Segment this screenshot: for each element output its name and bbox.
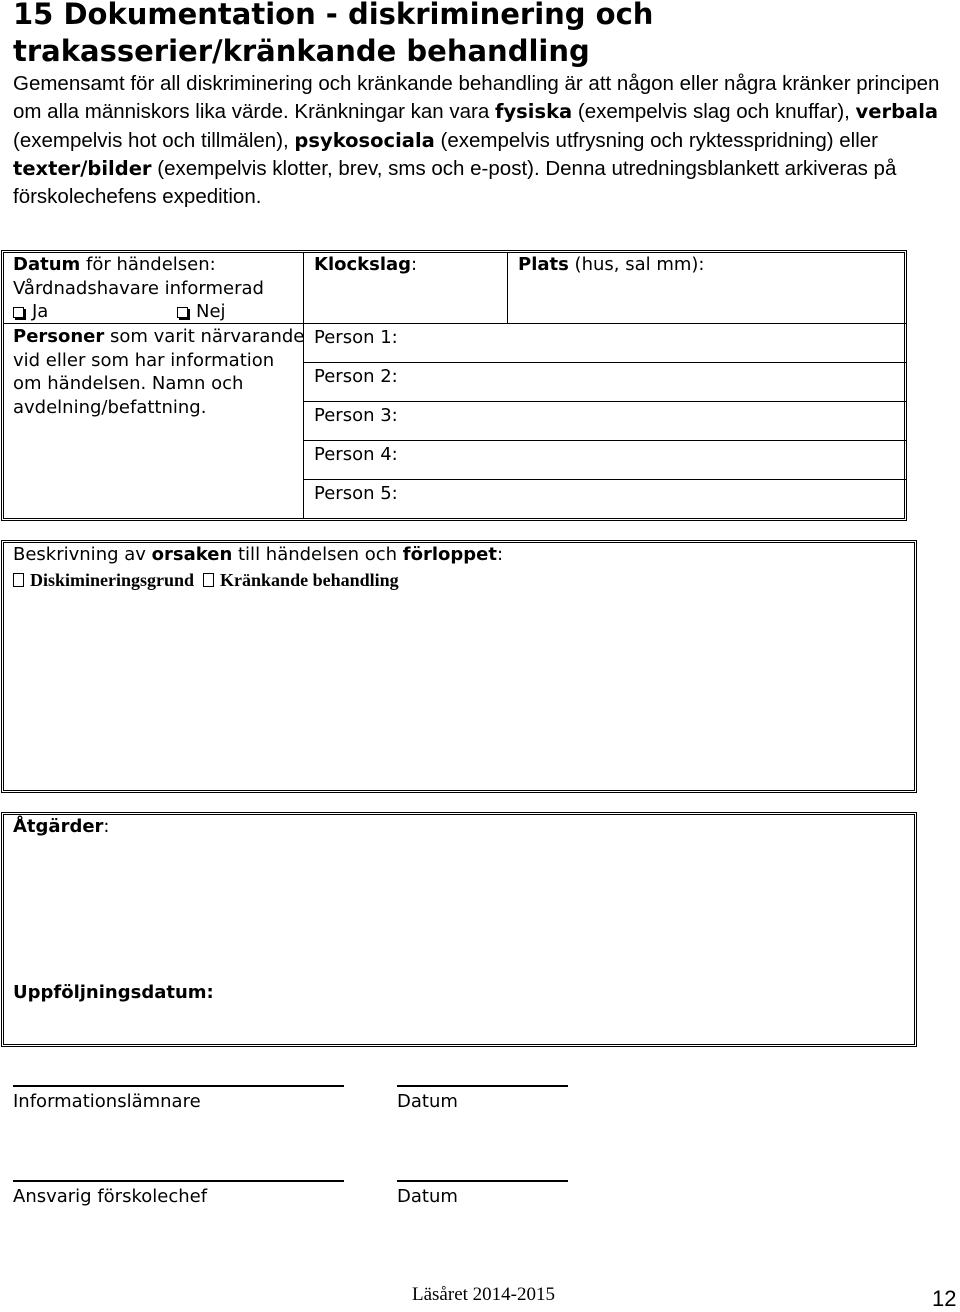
guardian-no-option[interactable] [177, 300, 226, 324]
intro-text: Gemensamt för all diskriminering och kränkande behandling är att någon eller några kränker principen om alla människors lika värde. Kränkningar kan vara [13, 72, 940, 124]
signature-line[interactable] [397, 1180, 568, 1182]
persons-text: om händelsen. Namn och [13, 373, 244, 394]
intro-text: (exempelvis utfrysning och ryktesspridning) eller [434, 128, 878, 152]
person-2-field[interactable]: Person 2: [314, 366, 398, 387]
date-bold: Datum [13, 254, 81, 275]
actions-label [13, 815, 110, 839]
signature-line[interactable] [397, 1085, 568, 1087]
followup-title: Uppföljningsdatum: [13, 982, 214, 1003]
intro-bold-texts: texter/bilder [13, 156, 152, 180]
intro-text: (exempelvis slag och knuffar), [572, 100, 856, 124]
person-1-field[interactable]: Person 1: [314, 327, 398, 348]
event-table-divider [303, 401, 906, 402]
time-field-label [314, 253, 417, 277]
intro-bold-verbal: verbala [855, 100, 939, 124]
preschool-head-label: Ansvarig förskolechef [13, 1186, 208, 1207]
place-field-label [518, 253, 705, 277]
page-title [13, 0, 953, 70]
signature-line[interactable] [13, 1085, 344, 1087]
person-4-field[interactable]: Person 4: [314, 444, 398, 465]
followup-date-label [13, 981, 214, 1005]
event-table-divider [303, 479, 906, 480]
persons-description [13, 325, 304, 419]
actions-box[interactable] [1, 812, 917, 1047]
date-label: Datum [397, 1091, 458, 1112]
checkbox-icon[interactable] [13, 307, 24, 318]
title-line-1: 15 Dokumentation - diskriminering och [13, 0, 654, 31]
page-number: 12 [932, 1286, 957, 1311]
time-rest: : [411, 254, 418, 275]
intro-bold-psychosocial: psykosociala [294, 128, 435, 152]
date-rest: för händelsen: [80, 254, 216, 275]
event-table-divider [303, 440, 906, 441]
persons-bold: Personer [13, 326, 105, 347]
persons-text: som varit närvarande [104, 326, 305, 347]
intro-text: (exempelvis hot och tillmälen), [13, 128, 295, 152]
description-label [13, 543, 503, 567]
guardian-informed-label: Vårdnadshavare informerad [13, 278, 264, 299]
checkbox-icon[interactable] [203, 573, 214, 587]
title-line-2: trakasserier/kränkande behandling [13, 34, 590, 68]
checkbox-icon[interactable] [13, 573, 24, 587]
description-bold-course: förloppet [402, 544, 497, 565]
place-rest: (hus, sal mm): [568, 254, 705, 275]
person-3-field[interactable]: Person 3: [314, 405, 398, 426]
persons-text: vid eller som har information [13, 349, 275, 371]
intro-paragraph [13, 70, 953, 211]
actions-colon: : [103, 816, 110, 837]
persons-text: avdelning/befattning. [13, 396, 207, 418]
description-options [13, 569, 399, 593]
date-label: Datum [397, 1186, 458, 1207]
event-table-divider [303, 362, 906, 363]
actions-title: Åtgärder [13, 816, 104, 837]
no-label: Nej [196, 301, 226, 322]
yes-label: Ja [32, 301, 49, 322]
date-field-label [13, 253, 216, 277]
place-bold: Plats [518, 254, 569, 275]
harassment-option[interactable]: Kränkande behandling [220, 570, 399, 590]
description-text: till händelsen och [232, 544, 403, 565]
time-bold: Klockslag [314, 254, 412, 275]
event-table-divider [4, 323, 906, 324]
guardian-yes-option[interactable] [13, 300, 48, 324]
signature-line[interactable] [13, 1180, 344, 1182]
description-bold-cause: orsaken [151, 544, 233, 565]
event-table-divider [507, 253, 508, 323]
informant-label: Informationslämnare [13, 1091, 201, 1112]
discrimination-option[interactable]: Diskimineringsgrund [30, 570, 195, 590]
description-text: : [496, 544, 504, 565]
checkbox-icon[interactable] [177, 307, 188, 318]
description-text: Beskrivning av [13, 544, 152, 565]
intro-bold-physical: fysiska [494, 100, 573, 124]
footer-school-year: Läsåret 2014-2015 [412, 1284, 555, 1305]
person-5-field[interactable]: Person 5: [314, 483, 398, 504]
intro-text: (exempelvis klotter, brev, sms och e-post). Denna utredningsblankett arkiveras på förskolechefens expedition. [13, 156, 897, 209]
